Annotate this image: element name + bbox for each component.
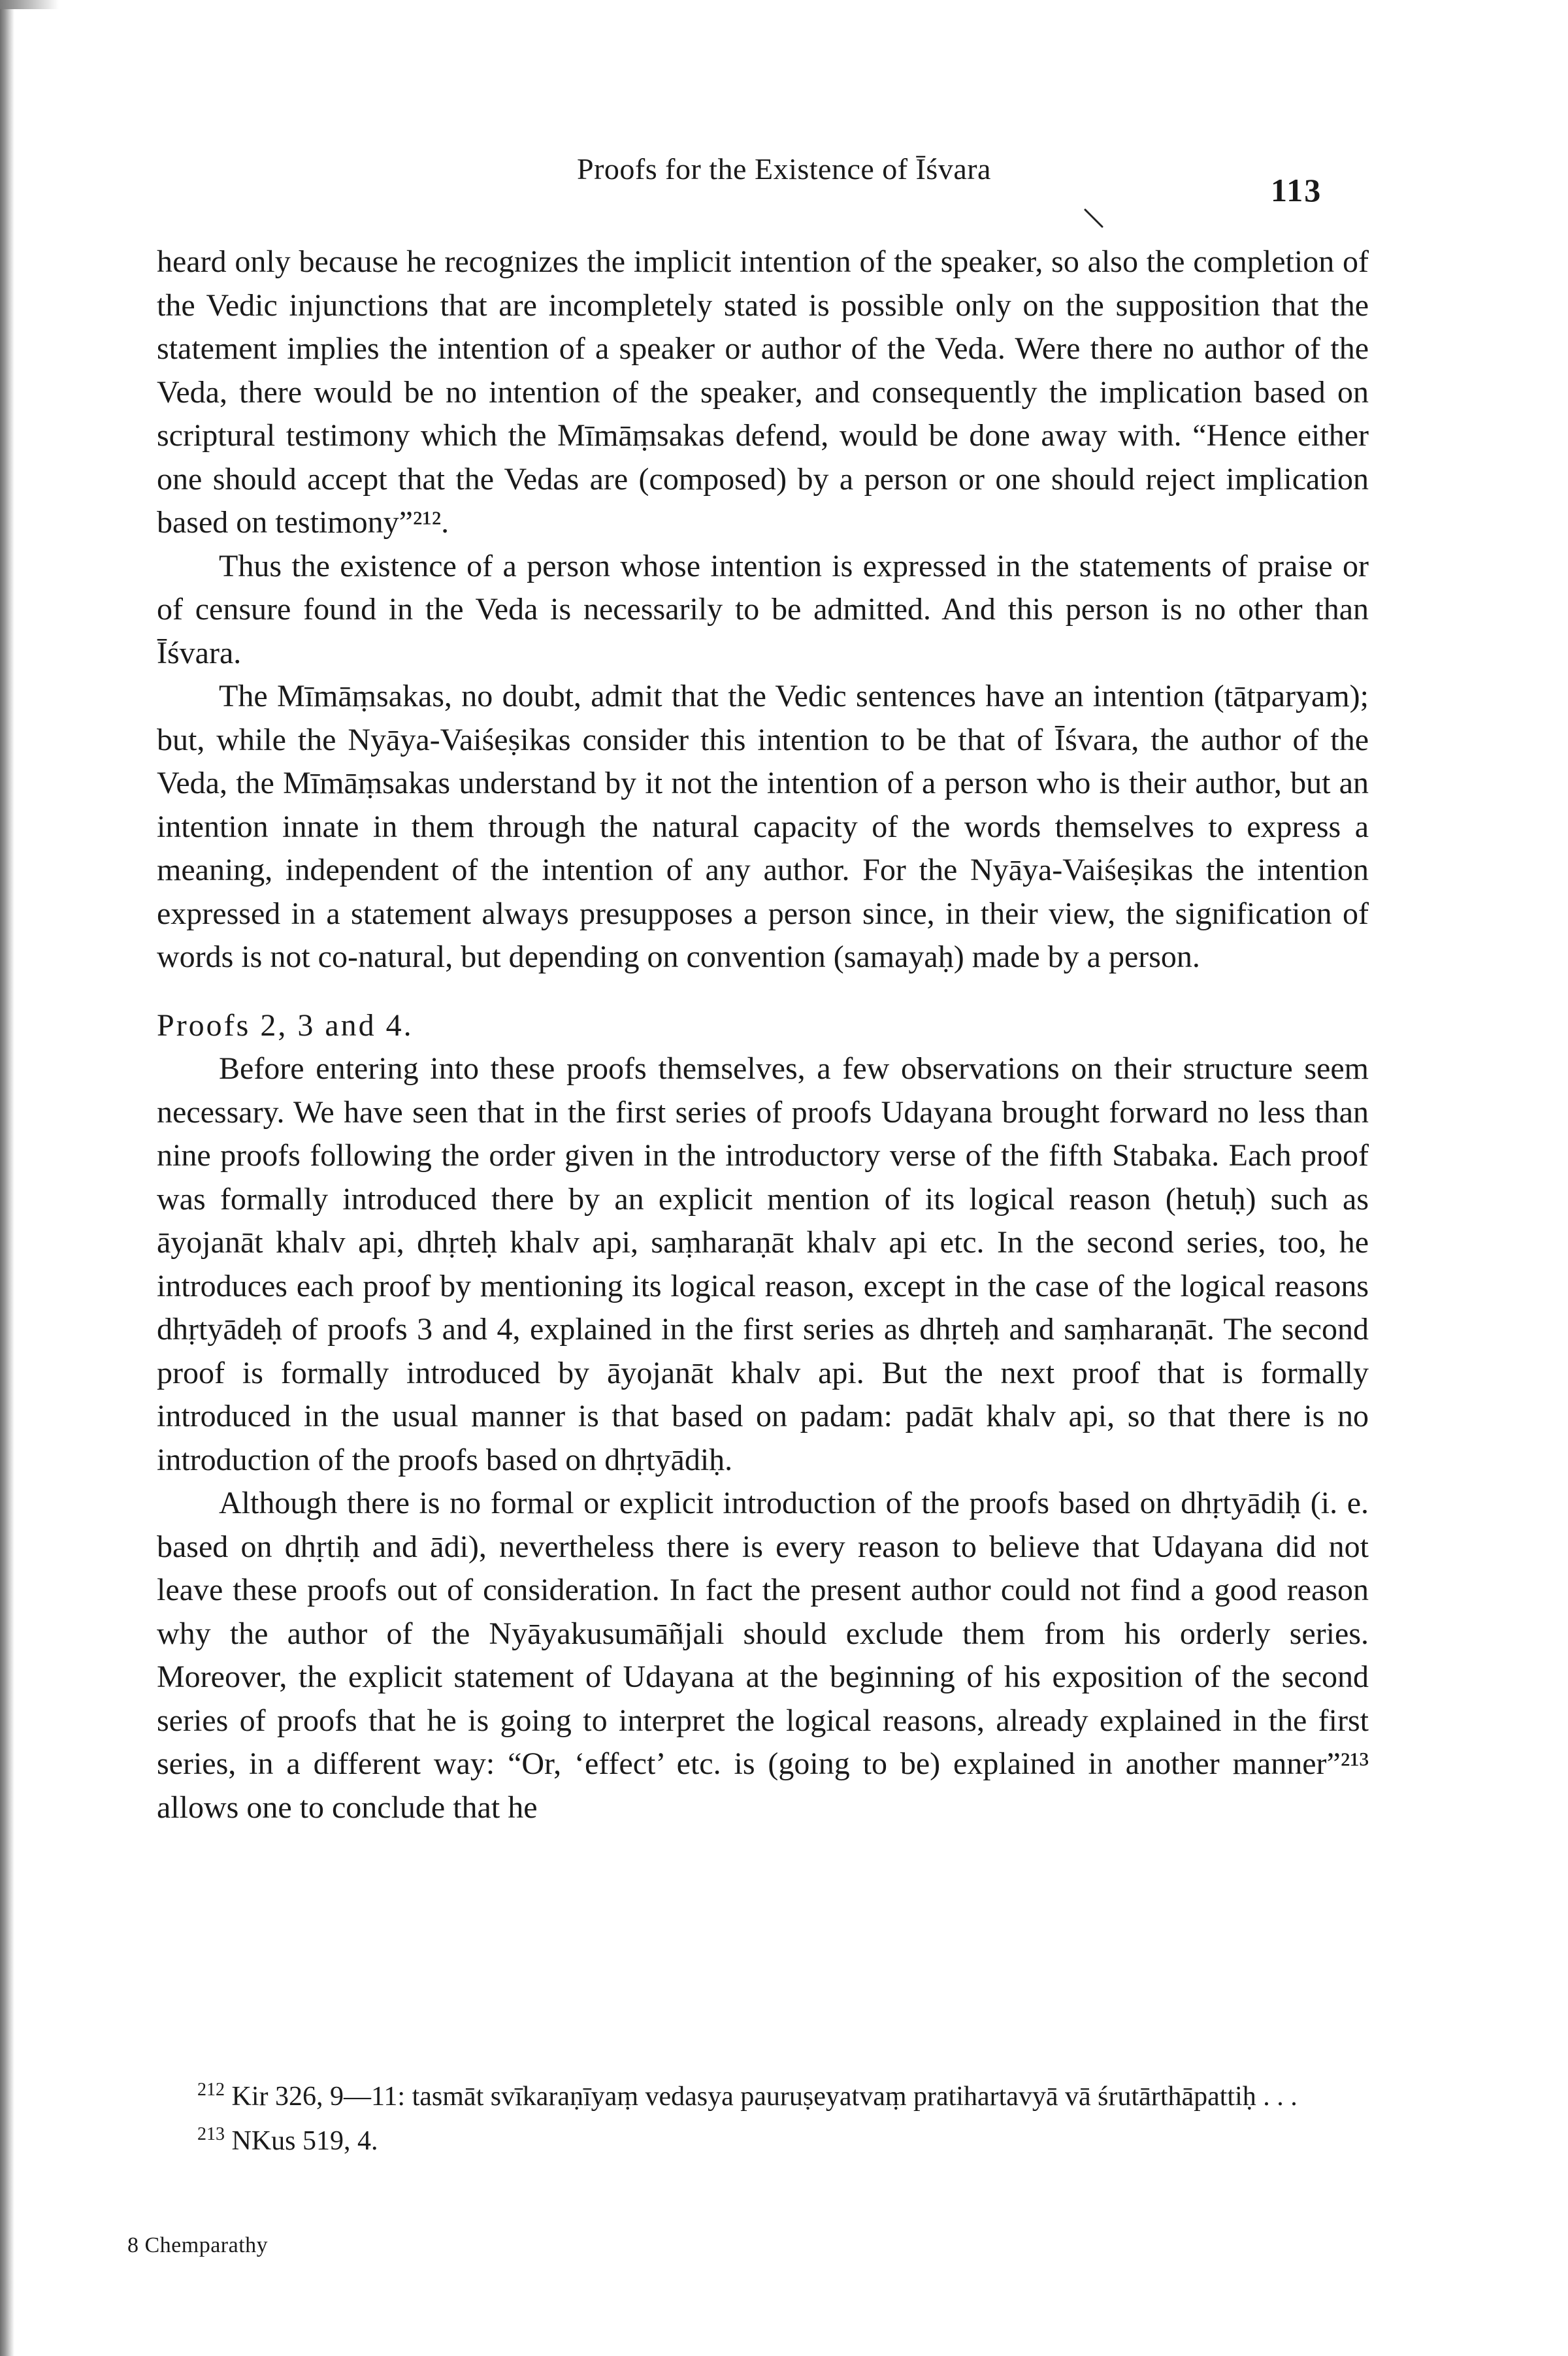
footnote-number: 213 (197, 2124, 225, 2144)
footnote-text: Kir 326, 9—11: tasmāt svīkaraṇīyaṃ vedasya pauruṣeyatvaṃ pratihartavyā vā śrutārthāpattiḥ . . . (231, 2082, 1298, 2112)
footnote-213 (157, 2116, 1369, 2160)
running-head: Proofs for the Existence of Īśvara (577, 152, 991, 186)
body-text (157, 240, 1369, 1829)
signature-line: 8 Chemparathy (127, 2233, 269, 2257)
scan-shadow-edge (0, 0, 14, 2356)
footnote-number: 212 (197, 2080, 225, 2100)
paragraph: Although there is no formal or explicit introduction of the proofs based on dhṛtyādiḥ (i. e. based on dhṛtiḥ and ādi), nevertheless there is every reason to believe that Udayana did not leave these proofs out of consideration. In fact the present author could not find a good reason why the author of the Nyāyakusumāñjali should exclude them from his orderly series. Moreover, the explicit statement of Udayana at the beginning of his exposition of the second series of proofs that he is going to interpret the logical reasons, already explained in the first series, in a different way: “Or, ‘effect’ etc. is (going to be) explained in another manner”²¹³ allows one to conclude that he (157, 1486, 1369, 1825)
footnote-text: NKus 519, 4. (231, 2126, 378, 2156)
footnotes (157, 2071, 1369, 2160)
section-heading: Proofs 2, 3 and 4. (157, 1007, 414, 1043)
footnote-212 (157, 2071, 1369, 2116)
stray-tick-mark (1081, 206, 1107, 232)
scan-shadow-corner (0, 0, 59, 9)
paragraph: The Mīmāṃsakas, no doubt, admit that the Vedic sentences have an intention (tātparyam); but, while the Nyāya-Vaiśeṣikas consider this intention to be that of Īśvara, the author of the Veda, the Mīmāṃsakas understand by it not the intention of a person who is their author, but an intention innate in them through the natural capacity of the words themselves to express a meaning, independent of the intention of any author. For the Nyāya-Vaiśeṣikas the intention expressed in a statement always presupposes a person since, in their view, the signification of words is not co-natural, but depending on convention (samayaḥ) made by a person. (157, 679, 1369, 974)
paragraph: heard only because he recognizes the implicit intention of the speaker, so also the completion of the Vedic injunctions that are incompletely stated is possible only on the supposition that the statement implies the intention of a speaker or author of the Veda. Were there no author of the Veda, there would be no intention of the speaker, and consequently the implication based on scriptural testimony which the Mīmāṃsakas defend, would be done away with. “Hence either one should accept that the Vedas are (composed) by a person or one should reject implication based on testimony”²¹². (157, 244, 1369, 540)
page-number: 113 (1271, 172, 1322, 208)
paragraph: Thus the existence of a person whose intention is expressed in the statements of praise or of censure found in the Veda is necessarily to be admitted. And this person is no other than Īśvara. (157, 548, 1369, 670)
paragraph: Before entering into these proofs themselves, a few observations on their structure seem necessary. We have seen that in the first series of proofs Udayana brought forward no less than nine proofs following the order given in the introductory verse of the fifth Stabaka. Each proof was formally introduced there by an explicit mention of its logical reason (hetuḥ) such as āyojanāt khalv api, dhṛteḥ khalv api, saṃharaṇāt khalv api etc. In the second series, too, he introduces each proof by mentioning its logical reason, except in the case of the logical reasons dhṛtyādeḥ of proofs 3 and 4, explained in the first series as dhṛteḥ and saṃharaṇāt. The second proof is formally introduced by āyojanāt khalv api. But the next proof that is formally introduced in the usual manner is that based on padam: padāt khalv api, so that there is no introduction of the proofs based on dhṛtyādiḥ. (157, 1051, 1369, 1477)
